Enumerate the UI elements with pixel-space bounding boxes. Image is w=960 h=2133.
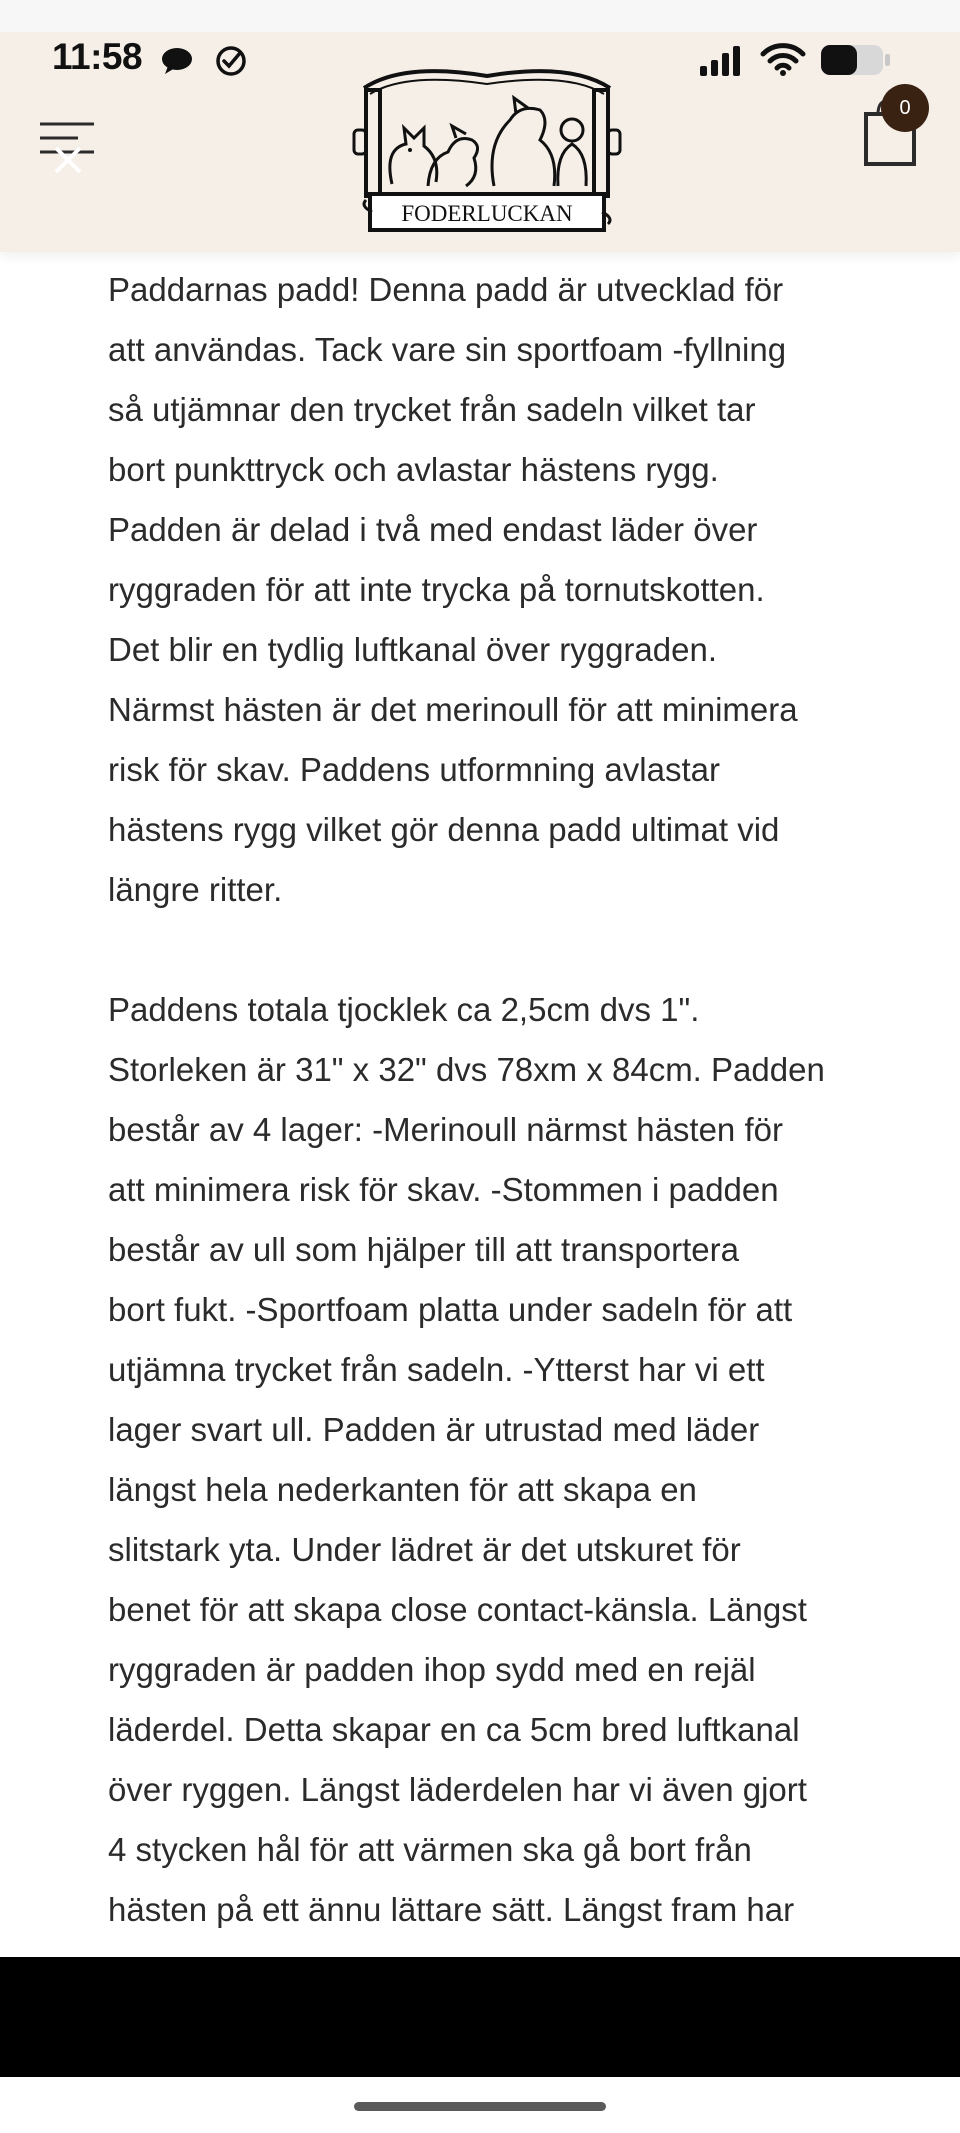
text-line: läderdel. Detta skapar en ca 5cm bred luftkanal: [108, 1711, 800, 1748]
text-line: så utjämnar den trycket från sadeln vilket tar: [108, 391, 756, 428]
text-line: lager svart ull. Padden är utrustad med läder: [108, 1411, 760, 1448]
text-line: Paddarnas padd! Denna padd är utvecklad för: [108, 271, 784, 308]
text-line: över ryggen. Längst läderdelen har vi även gjort: [108, 1771, 807, 1808]
text-line: bort punkttryck och avlastar hästens rygg.: [108, 451, 719, 488]
text-line: slitstark yta. Under lädret är det utskuret för: [108, 1531, 741, 1568]
home-indicator[interactable]: [354, 2102, 606, 2111]
menu-close-icon: [34, 118, 104, 188]
foderluckan-logo-icon: [344, 54, 630, 236]
check-circle-icon: [214, 44, 248, 78]
text-line: ryggraden är padden ihop sydd med en rejäl: [108, 1651, 756, 1688]
text-line: 4 stycken hål för att värmen ska gå bort från: [108, 1831, 752, 1868]
text-line: risk för skav. Paddens utformning avlastar: [108, 751, 720, 788]
text-line: Det blir en tydlig luftkanal över ryggraden.: [108, 631, 717, 668]
text-line: består av 4 lager: -Merinoull närmst hästen för: [108, 1111, 783, 1148]
top-strip: [0, 0, 960, 32]
text-line: benet för att skapa close contact-känsla. Längst: [108, 1591, 807, 1628]
text-line: att användas. Tack vare sin sportfoam -fyllning: [108, 331, 787, 368]
menu-button[interactable]: [34, 118, 104, 188]
signal-icon: [700, 46, 746, 76]
text-line: Storleken är 31" x 32" dvs 78xm x 84cm. Padden: [108, 1051, 825, 1088]
paragraph: [108, 260, 868, 920]
paragraph: [108, 980, 868, 2000]
text-line: består av ull som hjälper till att transportera: [108, 1231, 739, 1268]
chat-bubble-icon: [160, 46, 194, 76]
text-line: ryggraden för att inte trycka på tornutskotten.: [108, 571, 765, 608]
battery-icon: [820, 44, 892, 76]
product-description: [108, 260, 868, 2000]
text-line: Padden är delad i två med endast läder över: [108, 511, 758, 548]
text-line: Närmst hästen är det merinoull för att minimera: [108, 691, 798, 728]
cart-count-badge: 0: [881, 84, 929, 132]
text-line: längre ritter.: [108, 871, 283, 908]
text-line: hästen på ett ännu lättare sätt. Längst fram har: [108, 1891, 795, 1928]
wifi-icon: [760, 42, 806, 76]
status-time: 11:58: [52, 36, 143, 77]
text-line: bort fukt. -Sportfoam platta under sadeln för att: [108, 1291, 793, 1328]
text-line: Paddens totala tjocklek ca 2,5cm dvs 1".: [108, 991, 700, 1028]
site-logo[interactable]: [344, 54, 630, 236]
text-line: utjämna trycket från sadeln. -Ytterst har vi ett: [108, 1351, 765, 1388]
text-line: längst hela nederkanten för att skapa en: [108, 1471, 697, 1508]
text-line: att minimera risk för skav. -Stommen i padden: [108, 1171, 779, 1208]
logo-text: FODERLUCKAN: [401, 201, 573, 226]
paragraph-gap: [108, 920, 868, 980]
text-line: hästens rygg vilket gör denna padd ultimat vid: [108, 811, 780, 848]
